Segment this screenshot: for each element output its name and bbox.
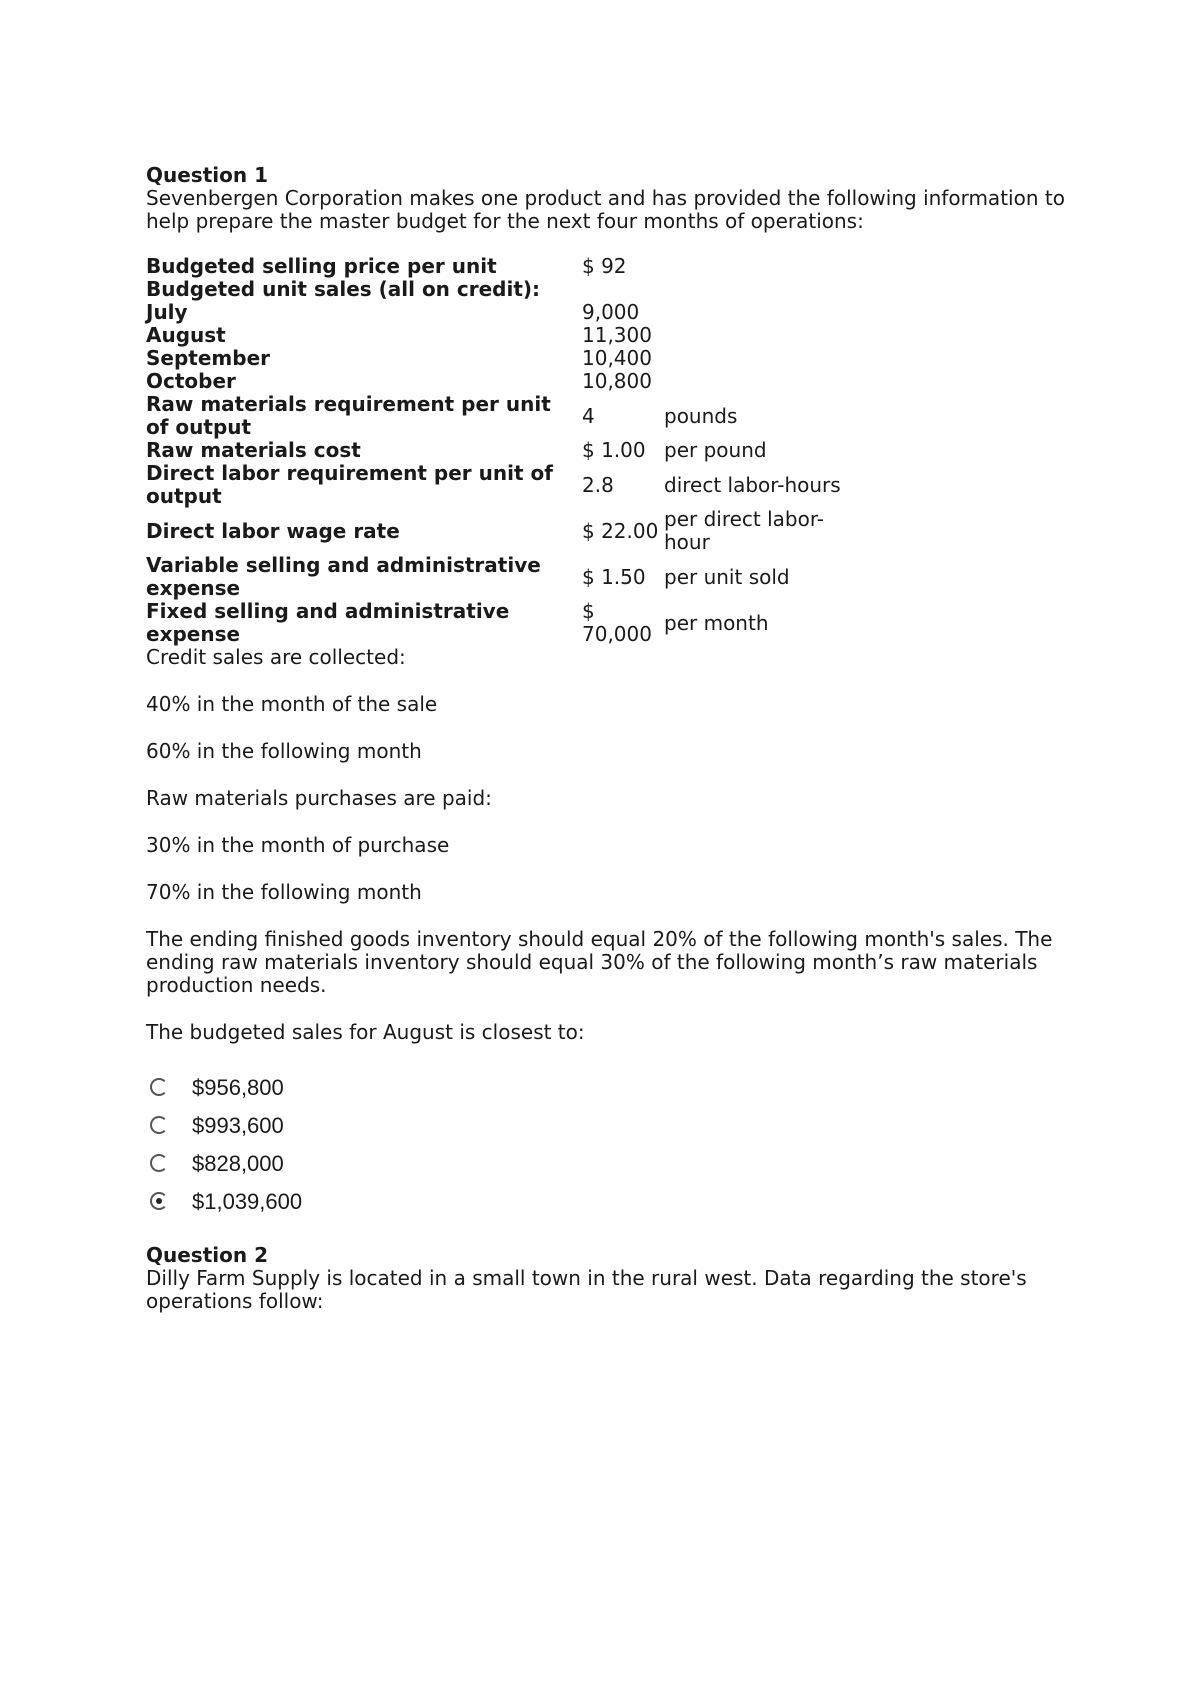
row-value: $ 22.00 <box>582 518 659 543</box>
table-row <box>146 393 866 439</box>
row-unit <box>664 324 866 347</box>
row-label: Variable selling and administrative expense <box>146 553 541 600</box>
answer-label: $1,039,600 <box>192 1188 303 1214</box>
row-value: 11,300 <box>582 323 652 347</box>
paragraph: Credit sales are collected: <box>146 645 406 669</box>
row-label: Direct labor requirement per unit of output <box>146 461 553 508</box>
row-unit: per unit sold <box>664 564 790 589</box>
question-2-title: Question 2 <box>146 1243 268 1267</box>
row-value: 9,000 <box>582 300 640 324</box>
row-value: 10,400 <box>582 346 652 370</box>
budget-data-table <box>146 255 866 646</box>
row-unit <box>664 255 866 278</box>
row-label: Budgeted unit sales (all on credit): <box>146 277 541 301</box>
radio-button-icon[interactable] <box>150 1154 168 1172</box>
row-unit: per pound <box>664 438 767 462</box>
row-label: October <box>146 369 236 393</box>
paragraph: 30% in the month of purchase <box>146 833 450 857</box>
document-page <box>146 164 1076 1313</box>
row-unit: per direct labor-hour <box>664 507 825 554</box>
table-row <box>146 324 866 347</box>
row-value: $ 1.50 <box>582 564 646 589</box>
radio-button-selected-icon[interactable] <box>150 1192 168 1210</box>
row-value: $ 92 <box>582 254 627 278</box>
question-2-intro: Dilly Farm Supply is located in a small town in the rural west. Data regarding the store's operations follow: <box>146 1266 1027 1313</box>
answer-option[interactable] <box>146 1068 1076 1106</box>
answer-options <box>146 1068 1076 1220</box>
paragraph: 70% in the following month <box>146 880 422 904</box>
table-row <box>146 508 866 554</box>
table-row <box>146 301 866 324</box>
table-row <box>146 370 866 393</box>
row-unit <box>664 301 866 324</box>
paragraph: The ending finished goods inventory should equal 20% of the following month's sales. The ending raw materials inventory should equal 30% of the following month’s raw materials production needs. <box>146 927 1053 997</box>
table-row <box>146 347 866 370</box>
row-label: Budgeted selling price per unit <box>146 254 497 278</box>
row-unit: per month <box>664 610 769 635</box>
row-label: September <box>146 346 270 370</box>
row-value: 2.8 <box>582 472 614 497</box>
row-value: $ 1.00 <box>582 438 646 462</box>
paragraph: 40% in the month of the sale <box>146 692 438 716</box>
row-label: Direct labor wage rate <box>146 518 400 543</box>
answer-label: $993,600 <box>192 1112 284 1138</box>
table-row <box>146 554 866 600</box>
table-row <box>146 600 866 646</box>
question-prompt: The budgeted sales for August is closest to: <box>146 1020 585 1044</box>
row-value <box>582 278 664 301</box>
answer-label: $828,000 <box>192 1150 284 1176</box>
question-1-intro: Sevenbergen Corporation makes one product and has provided the following information to help prepare the master budget for the next four months of operations: <box>146 186 1065 233</box>
row-unit <box>664 278 866 301</box>
radio-button-icon[interactable] <box>150 1116 168 1134</box>
row-label: Raw materials requirement per unit of output <box>146 392 551 439</box>
row-label: July <box>146 300 188 324</box>
answer-option[interactable] <box>146 1106 1076 1144</box>
question-1-title: Question 1 <box>146 163 268 187</box>
question-1 <box>146 164 1076 1220</box>
table-row <box>146 462 866 508</box>
row-unit <box>664 347 866 370</box>
row-label: Raw materials cost <box>146 438 361 462</box>
row-label: Fixed selling and administrative expense <box>146 599 510 646</box>
table-row <box>146 439 866 462</box>
paragraph: 60% in the following month <box>146 739 422 763</box>
row-value: $ 70,000 <box>582 599 652 646</box>
question-2 <box>146 1244 1076 1313</box>
answer-label: $956,800 <box>192 1074 284 1100</box>
table-row <box>146 255 866 278</box>
row-unit <box>664 370 866 393</box>
answer-option[interactable] <box>146 1182 1076 1220</box>
answer-option[interactable] <box>146 1144 1076 1182</box>
row-unit: direct labor-hours <box>664 472 841 497</box>
paragraph: Raw materials purchases are paid: <box>146 786 492 810</box>
row-label: August <box>146 323 226 347</box>
row-value: 10,800 <box>582 369 652 393</box>
row-unit: pounds <box>664 403 738 428</box>
table-row <box>146 278 866 301</box>
row-value: 4 <box>582 403 595 428</box>
radio-button-icon[interactable] <box>150 1078 168 1096</box>
